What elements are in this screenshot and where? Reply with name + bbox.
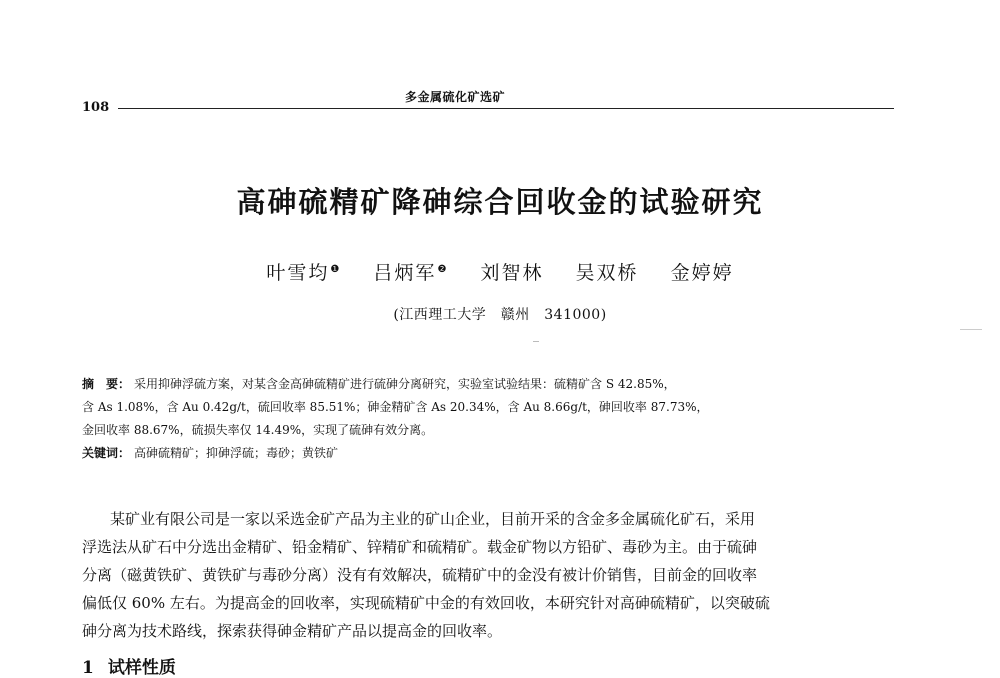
intro-line: 砷分离为技术路线，探索获得砷金精矿产品以提高金的回收率。 [82,622,503,640]
abstract-block [82,373,890,465]
running-header-title: 多金属硫化矿选矿 [405,90,506,104]
author-name: 吴双桥 [575,262,639,284]
abstract-label: 摘 要： [82,377,131,391]
affiliation: (江西理工大学 赣州 341000) [393,307,607,323]
author-1 [266,262,341,284]
intro-line: 分离（磁黄铁矿、黄铁矿与毒砂分离）没有有效解决，硫精矿中的金没有被计价销售，目前金的回收率 [82,566,758,584]
author-name: 刘智林 [480,262,544,284]
abstract-line [82,373,890,396]
author-3 [480,262,543,284]
keywords-text: 高砷硫精矿；抑砷浮硫；毒砂；黄铁矿 [134,446,339,460]
author-name: 吕炳军 [373,262,437,284]
section-title: 试样性质 [107,658,176,678]
section-heading [82,653,176,678]
paper-title: 高砷硫精矿降砷综合回收金的试验研究 [236,185,764,219]
intro-line: 某矿业有限公司是一家以采选金矿产品为主业的矿山企业，目前开采的含金多金属硫化矿石，采用 [110,510,756,528]
author-name: 叶雪均 [266,262,330,284]
author-list [0,258,1000,285]
scan-mark [960,329,982,330]
page-number: 108 [82,100,110,115]
scan-mark [533,341,539,342]
author-footnote-mark: ❷ [437,263,449,275]
keywords-line [82,442,890,465]
author-2 [373,262,448,284]
abstract-text: 采用抑砷浮硫方案，对某含金高砷硫精矿进行硫砷分离研究，实验室试验结果：硫精矿含 S 42.85%， [134,377,676,391]
author-name: 金婷婷 [670,262,734,284]
intro-line: 偏低仅 60% 左右。为提高金的回收率，实现硫精矿中金的有效回收，本研究针对高砷硫精矿，以突破硫 [82,594,770,612]
intro-line: 浮选法从矿石中分选出金精矿、铅金精矿、锌精矿和硫精矿。载金矿物以方铅矿、毒砂为主。由于硫砷 [82,538,758,556]
header-rule [118,108,894,109]
author-footnote-mark: ❶ [330,263,342,275]
abstract-line: 含 As 1.08%，含 Au 0.42g/t，硫回收率 85.51%；砷金精矿含 As 20.34%，含 Au 8.66g/t，砷回收率 87.73%， [82,400,709,414]
intro-paragraph [82,505,894,645]
keywords-label: 关键词： [82,446,131,460]
author-5 [671,262,734,284]
abstract-line: 金回收率 88.67%，硫损失率仅 14.49%，实现了硫砷有效分离。 [82,423,434,437]
section-number: 1 [82,658,94,678]
author-4 [576,262,639,284]
